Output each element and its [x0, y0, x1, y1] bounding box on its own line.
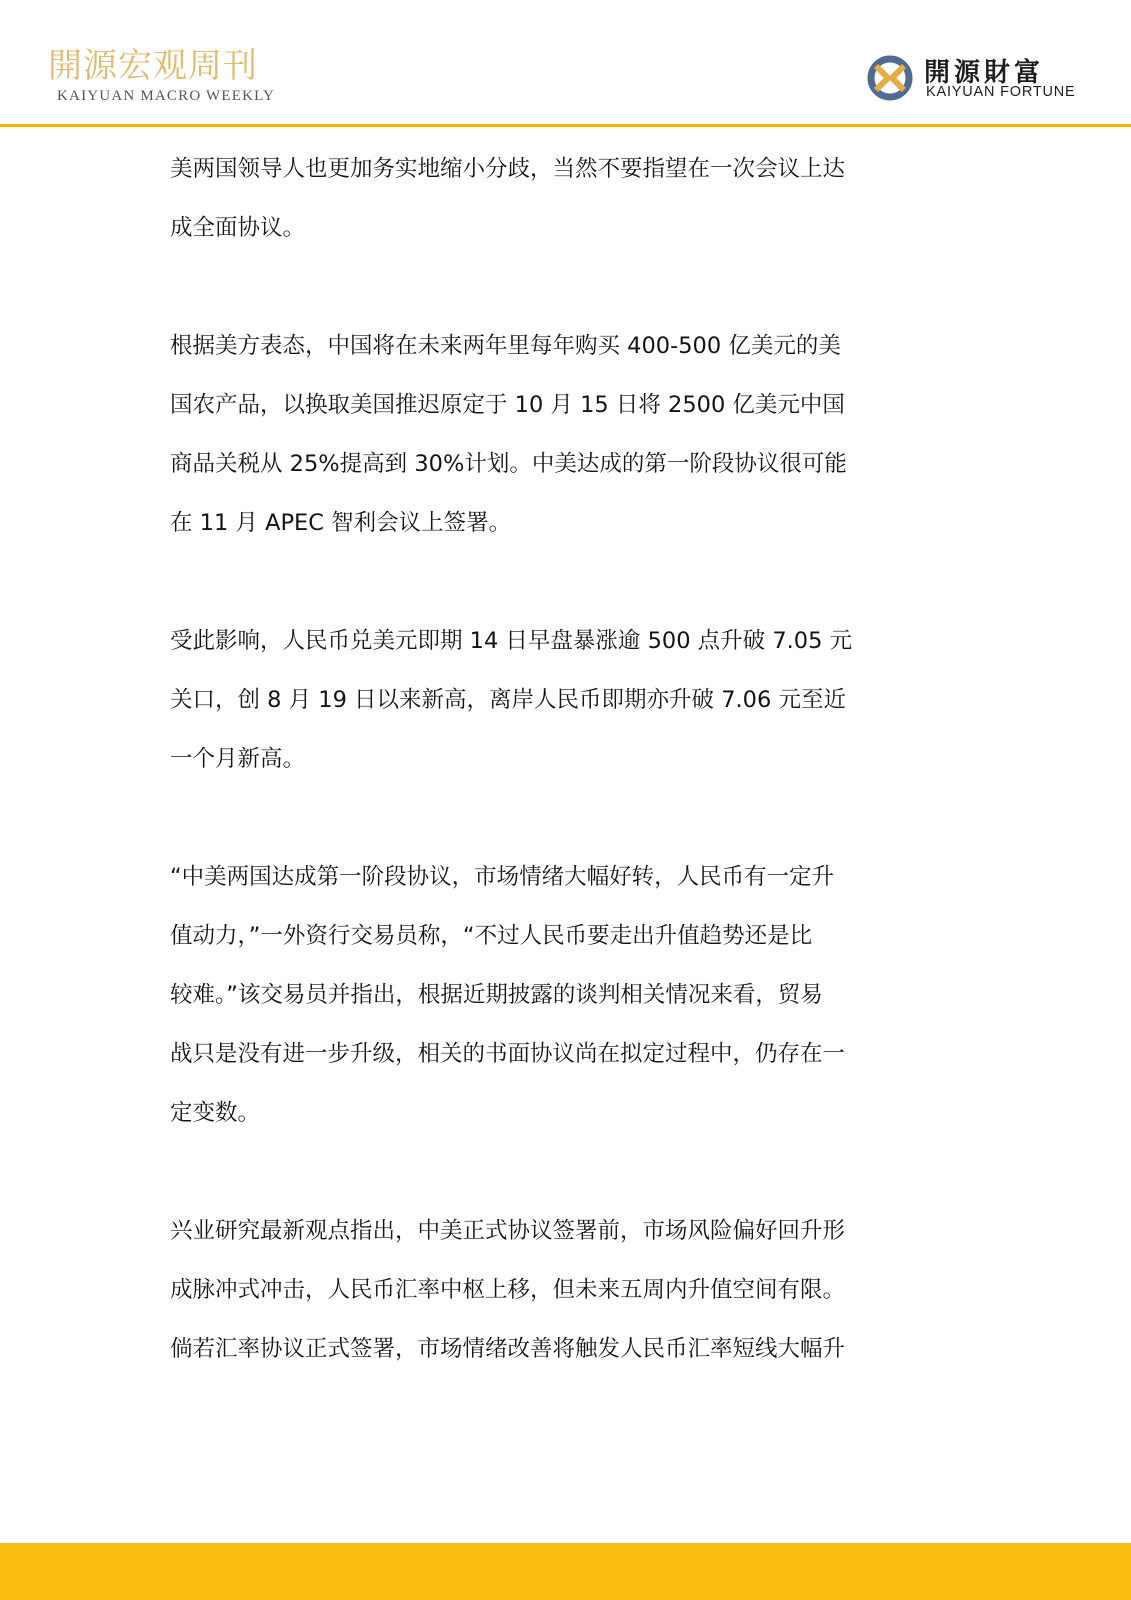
paragraph-5: [170, 1202, 965, 1379]
text-line: 战只是没有进一步升级，相关的书面协议尚在拟定过程中，仍存在一: [170, 1041, 846, 1067]
text-line: 成全面协议。: [170, 215, 306, 241]
publication-title: 開源宏观周刊: [48, 46, 258, 86]
text-line: 定变数。: [170, 1100, 261, 1126]
header-divider: [0, 124, 1131, 127]
text-line: 国农产品，以换取美国推迟原定于 10 月 15 日将 2500 亿美元中国: [170, 392, 845, 418]
kaiyuan-logo-icon: [866, 54, 914, 102]
text-line: 商品关税从 25%提高到 30%计划。中美达成的第一阶段协议很可能: [170, 451, 847, 477]
publication-subtitle: KAIYUAN MACRO WEEKLY: [57, 88, 276, 104]
company-logo: [866, 52, 1084, 104]
text-line: 成脉冲式冲击，人民币汇率中枢上移，但未来五周内升值空间有限。: [170, 1277, 846, 1303]
text-line: 较难。”该交易员并指出，根据近期披露的谈判相关情况来看，贸易: [170, 982, 823, 1008]
page-header: [0, 0, 1131, 126]
paragraph-3: [170, 612, 965, 789]
text-line: 值动力，”一外资行交易员称，“不过人民币要走出升值趋势还是比: [170, 923, 813, 949]
text-line: 关口，创 8 月 19 日以来新高，离岸人民币即期亦升破 7.06 元至近: [170, 687, 846, 713]
paragraph-2: [170, 317, 965, 553]
text-line: 根据美方表态，中国将在未来两年里每年购买 400-500 亿美元的美: [170, 333, 841, 359]
text-line: 受此影响，人民币兑美元即期 14 日早盘暴涨逾 500 点升破 7.05 元: [170, 628, 853, 654]
text-line: 一个月新高。: [170, 746, 306, 772]
footer-band: [0, 1543, 1131, 1600]
logo-name-cn: 開源財富: [924, 58, 1045, 88]
text-line: 美两国领导人也更加务实地缩小分歧，当然不要指望在一次会议上达: [170, 156, 846, 182]
article-body: [170, 140, 965, 1379]
text-line: 在 11 月 APEC 智利会议上签署。: [170, 510, 512, 536]
paragraph-4: [170, 848, 965, 1143]
text-line: 兴业研究最新观点指出，中美正式协议签署前，市场风险偏好回升形: [170, 1218, 846, 1244]
paragraph-1: [170, 140, 965, 258]
text-line: “中美两国达成第一阶段协议，市场情绪大幅好转，人民币有一定升: [170, 864, 835, 890]
logo-name-en: KAIYUAN FORTUNE: [926, 84, 1076, 100]
text-line: 倘若汇率协议正式签署，市场情绪改善将触发人民币汇率短线大幅升: [170, 1336, 846, 1362]
